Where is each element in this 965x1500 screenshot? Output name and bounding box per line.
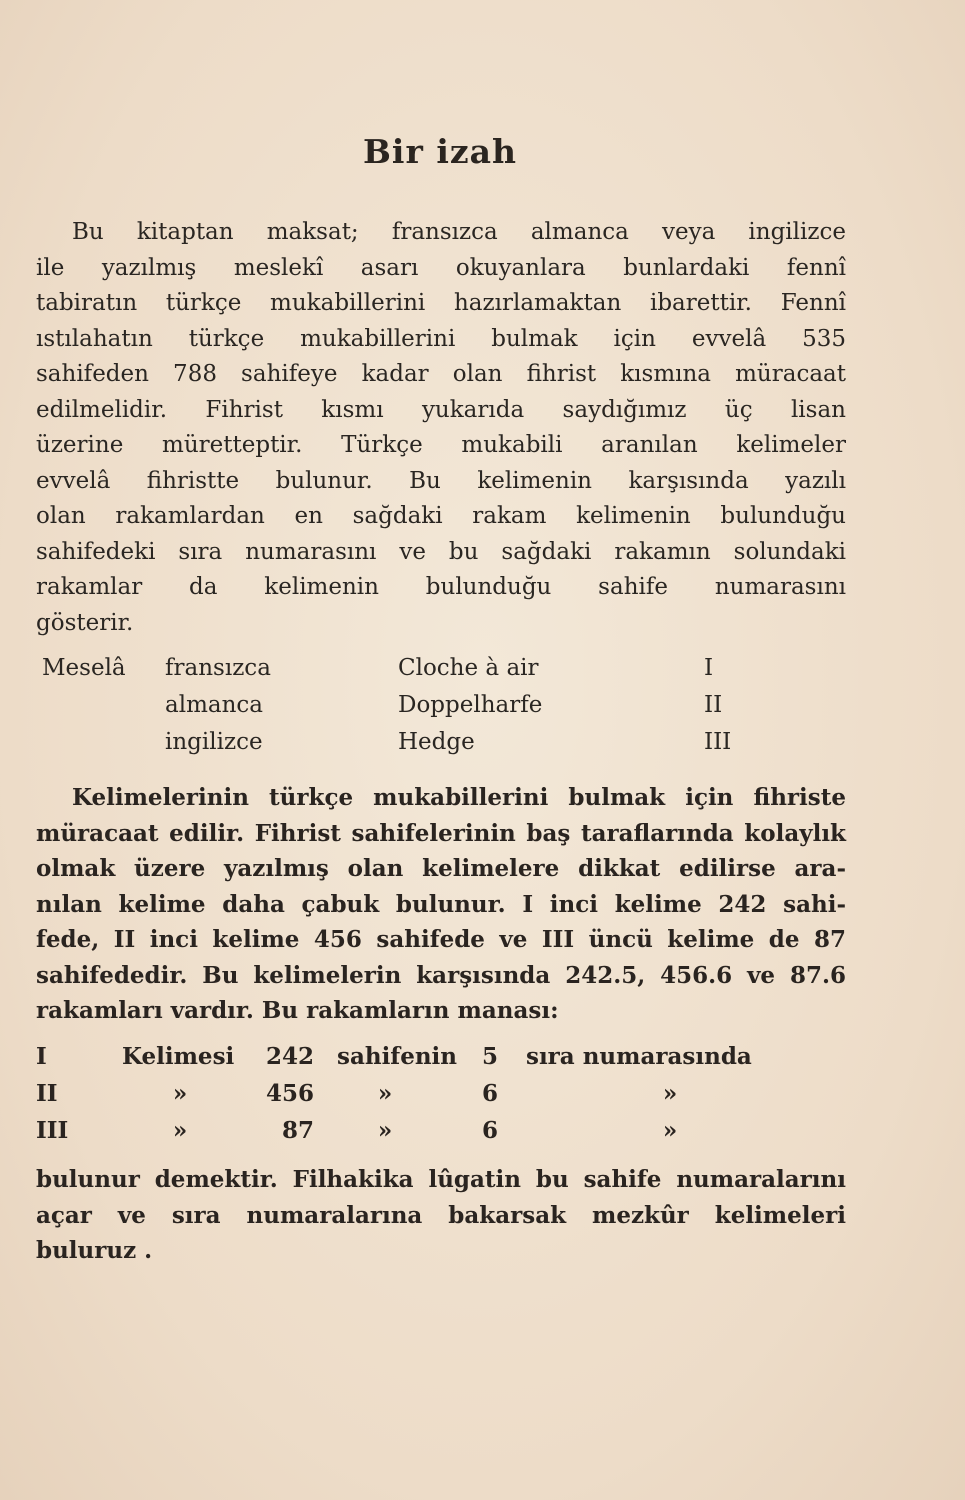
example-language: fransızca — [165, 655, 271, 681]
example-word: Hedge — [398, 729, 475, 755]
table-row — [0, 1117, 900, 1154]
example-language: ingilizce — [165, 729, 263, 755]
text-line: Kelimelerinin türkçe mukabillerini bulmak için fihriste — [72, 784, 846, 811]
text-line: olan rakamlardan en sağdaki rakam kelimenin bulunduğu — [36, 503, 846, 529]
table-word: Kelimesi — [122, 1043, 235, 1070]
table-label: sahifenin — [337, 1043, 458, 1070]
text-line: gösterir. — [36, 609, 134, 636]
table-numeral: III — [36, 1117, 69, 1144]
page-title: Bir izah — [363, 132, 517, 171]
table-word: » — [172, 1117, 188, 1144]
table-label: » — [377, 1080, 393, 1107]
text-line: evvelâ fihristte bulunur. Bu kelimenin karşısında yazılı — [36, 467, 846, 494]
table-numeral: I — [36, 1043, 47, 1070]
meaning-table — [0, 1043, 900, 1154]
text-line: bulunur demektir. Filhakika lûgatin bu sahife numaralarını — [36, 1166, 846, 1193]
example-row — [0, 655, 900, 692]
table-numeral: II — [36, 1080, 58, 1107]
text-line: nılan kelime daha çabuk bulunur. I inci kelime 242 sahi- — [36, 890, 846, 918]
example-block — [0, 655, 900, 766]
text-line: olmak üzere yazılmış olan kelimelere dikkat edilirse ara- — [36, 855, 846, 882]
text-line: buluruz . — [36, 1237, 153, 1264]
table-suffix: » — [662, 1117, 678, 1144]
example-numeral: I — [704, 655, 714, 681]
text-line: ıstılahatın türkçe mukabillerini bulmak için evvelâ 535 — [36, 325, 846, 352]
table-row-number: 6 — [482, 1117, 499, 1144]
text-line: rakamları vardır. Bu rakamların manası: — [36, 997, 559, 1024]
table-row-number: 6 — [482, 1080, 499, 1107]
table-suffix: sıra numarasında — [526, 1043, 752, 1070]
closing-paragraph — [36, 1162, 846, 1269]
middle-paragraph — [36, 780, 846, 1029]
text-line: fede, II inci kelime 456 sahifede ve III üncü kelime de 87 — [36, 926, 846, 953]
text-line: ile yazılmış meslekî asarı okuyanlara bunlardaki fennî — [36, 254, 846, 281]
example-row — [0, 692, 900, 729]
table-row-number: 5 — [482, 1043, 499, 1070]
example-language: almanca — [165, 692, 263, 718]
text-line: edilmelidir. Fihrist kısmı yukarıda saydığımız üç lisan — [36, 396, 846, 423]
text-line: rakamlar da kelimenin bulunduğu sahife numarasını — [36, 574, 846, 600]
table-row — [0, 1080, 900, 1117]
example-word: Doppelharfe — [398, 692, 543, 718]
table-row — [0, 1043, 900, 1080]
example-numeral: II — [704, 692, 723, 718]
text-line: müracaat edilir. Fihrist sahifelerinin baş taraflarında kolaylık — [36, 819, 846, 847]
text-line: açar ve sıra numaralarına bakarsak mezkûr kelimeleri — [36, 1201, 846, 1229]
text-line: Bu kitaptan maksat; fransızca almanca veya ingilizce — [72, 219, 846, 245]
example-label: Meselâ — [42, 655, 126, 681]
text-line: tabiratın türkçe mukabillerini hazırlamaktan ibarettir. Fennî — [36, 290, 846, 316]
table-suffix: » — [662, 1080, 678, 1107]
table-page: 87 — [282, 1117, 315, 1144]
table-page: 242 — [266, 1043, 315, 1070]
text-line: sahifeden 788 sahifeye kadar olan fihrist kısmına müracaat — [36, 361, 846, 387]
text-line: sahifedeki sıra numarasını ve bu sağdaki rakamın solundaki — [36, 538, 846, 565]
text-line: sahifededir. Bu kelimelerin karşısında 242.5, 456.6 ve 87.6 — [36, 961, 846, 989]
table-label: » — [377, 1117, 393, 1144]
table-word: » — [172, 1080, 188, 1107]
text-line: üzerine müretteptir. Türkçe mukabili aranılan kelimeler — [36, 432, 846, 458]
example-numeral: III — [704, 729, 732, 755]
example-word: Cloche à air — [398, 655, 539, 681]
intro-paragraph — [36, 215, 846, 641]
table-page: 456 — [266, 1080, 315, 1107]
example-row — [0, 729, 900, 766]
